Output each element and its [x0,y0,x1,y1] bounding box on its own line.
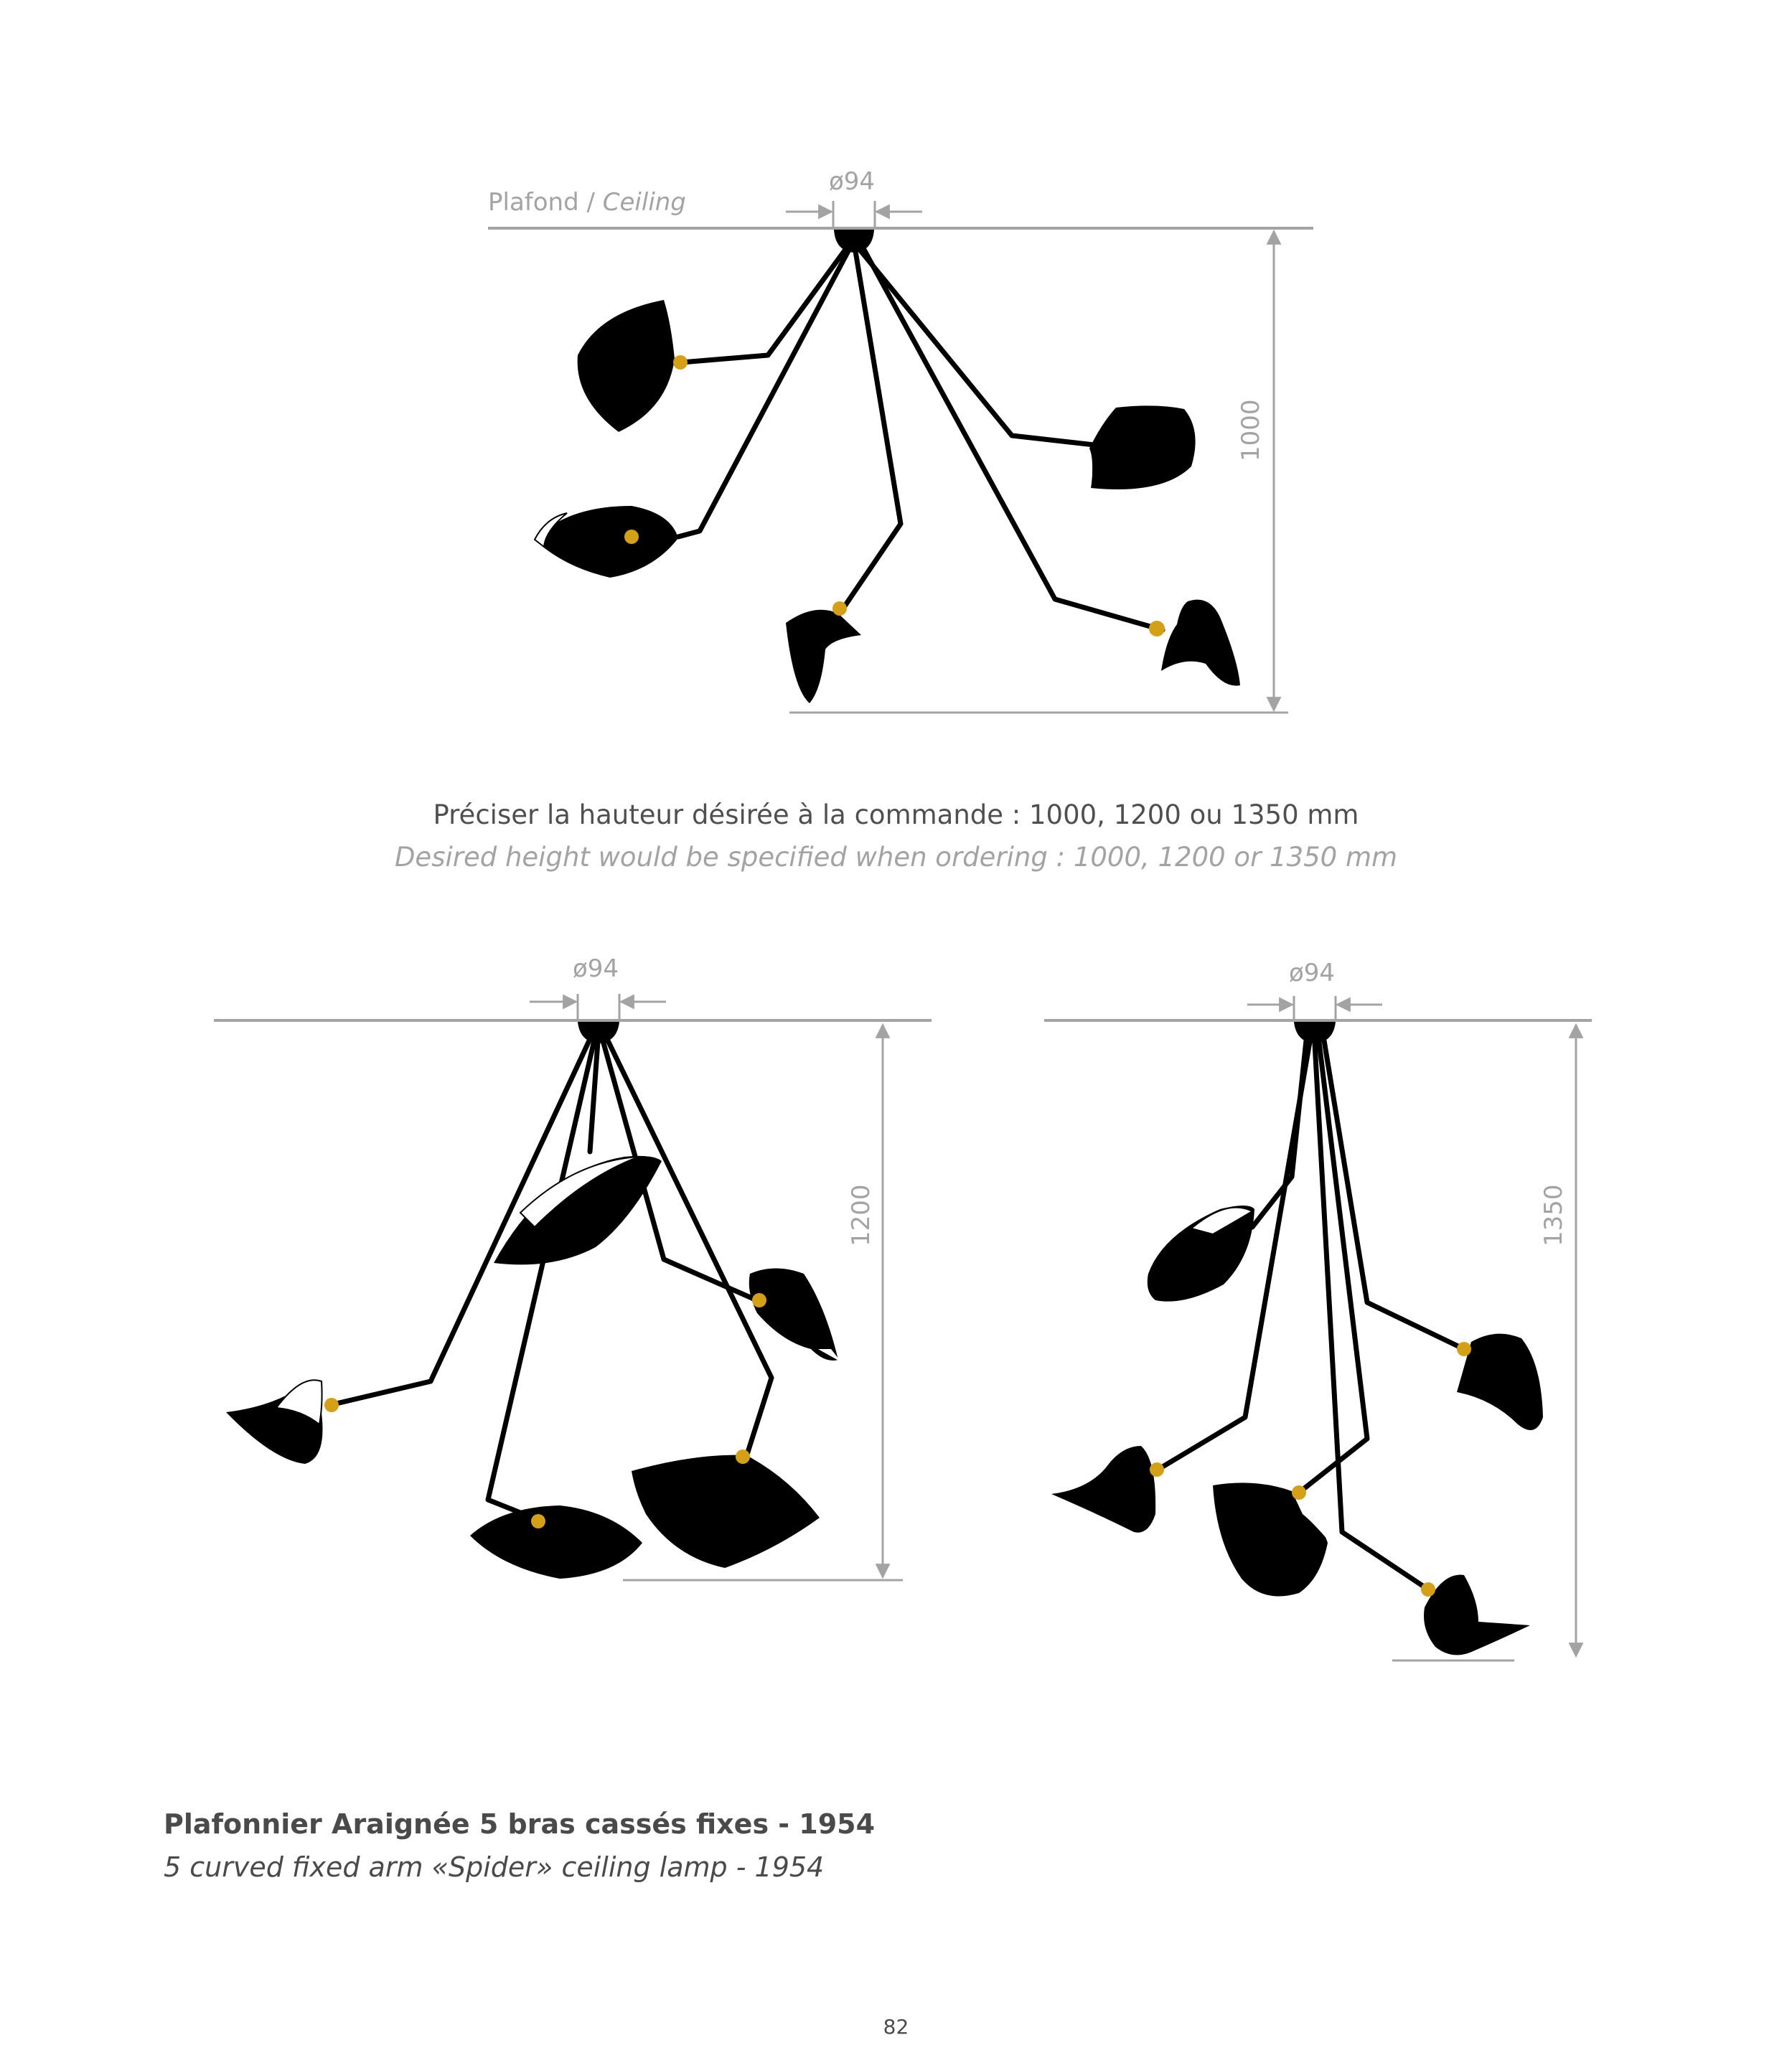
left-arms [330,1039,771,1520]
top-shade-5 [1161,600,1240,686]
top-shade-1 [578,300,675,432]
top-height-label: 1000 [1237,399,1265,461]
left-height-label: 1200 [847,1184,876,1246]
ceiling-label-fr: Plafond [488,188,579,217]
left-shade-5 [632,1455,820,1568]
left-lamp-drawing [214,994,932,1580]
top-arms [678,248,1163,630]
right-height-label: 1350 [1539,1184,1568,1246]
product-title-fr: Plafonnier Araignée 5 bras cassés fixes - 1954 [164,1808,876,1840]
right-shade-3 [1213,1483,1328,1596]
right-shades [1051,1206,1543,1655]
top-diameter-label: ø94 [829,167,876,196]
product-title-en: 5 curved fixed arm «Spider» ceiling lamp - 1954 [164,1851,825,1883]
right-shade-5 [1424,1575,1530,1655]
top-lamp-drawing [488,201,1313,713]
ceiling-label-en: Ceiling [602,188,686,217]
right-lamp-drawing [1044,996,1592,1660]
right-shade-2 [1051,1446,1155,1533]
page-number: 82 [883,2015,909,2039]
right-diameter-label: ø94 [1289,959,1336,987]
top-shade-3 [786,610,861,703]
top-shade-4 [1089,405,1196,489]
left-shade-3 [749,1269,838,1361]
left-shades [226,1156,841,1579]
top-shades [535,300,1240,703]
caption-fr: Préciser la hauteur désirée à la commande : 1000, 1200 ou 1350 mm [433,799,1359,830]
caption-en: Desired height would be specified when ordering : 1000, 1200 or 1350 mm [394,842,1398,873]
ceiling-label [488,188,686,217]
left-diameter-label: ø94 [573,954,619,983]
ceiling-label-sep: / [578,188,603,217]
right-canopy [1294,1022,1336,1043]
left-shade-4 [470,1505,642,1579]
